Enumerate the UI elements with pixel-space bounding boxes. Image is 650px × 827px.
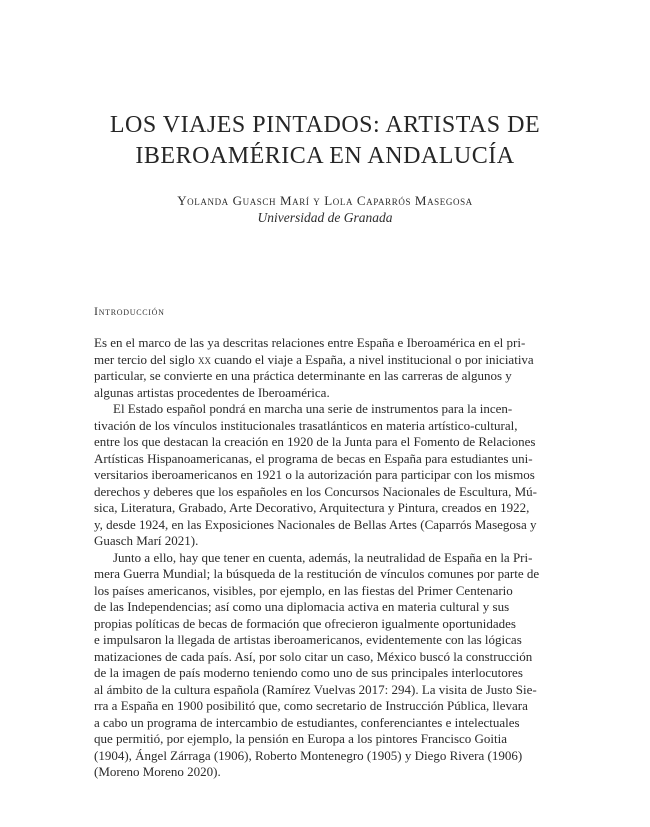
body-line: de la imagen de país moderno teniendo como uno de sus principales interlocutores: [94, 665, 523, 680]
body-line: Guasch Marí 2021).: [94, 533, 199, 548]
body-line-text: mer tercio del siglo xx cuando el viaje a España, a nivel institucional o por iniciativa: [94, 351, 534, 367]
body-line: Es en el marco de las ya descritas relaciones entre España e Iberoamérica en el pri-: [94, 335, 526, 350]
author-affiliation: Universidad de Granada: [257, 210, 393, 225]
section-heading: Introducción: [94, 304, 165, 318]
body-line: Junto a ello, hay que tener en cuenta, además, la neutralidad de España en la Pri-: [113, 549, 533, 565]
author-names: Yolanda Guasch Marí y Lola Caparrós Masegosa: [177, 193, 473, 208]
body-line: al ámbito de la cultura española (Ramírez Vuelvas 2017: 294). La visita de Justo Sie-: [94, 681, 537, 697]
body-line: a cabo un programa de intercambio de estudiantes, conferenciantes e intelectuales: [94, 714, 520, 730]
chapter-title-line-2: IBEROAMÉRICA EN ANDALUCÍA: [135, 143, 515, 169]
body-line: (Moreno Moreno 2020).: [94, 764, 221, 779]
body-line: versitarios iberoamericanos en 1921 o la autorización para participar con los mismos: [94, 467, 535, 482]
body-line: matizaciones de cada país. Así, por solo citar un caso, México buscó la construcción: [94, 648, 533, 664]
chapter-title: [60, 110, 590, 172]
body-line: sica, Literatura, Grabado, Arte Decorativo, Arquitectura y Pintura, creados en 1922,: [94, 500, 530, 515]
body-line: tivación de los vínculos institucionales trasatlánticos en materia artístico-cultural,: [94, 417, 518, 433]
body-line: derechos y deberes que los españoles en los Concursos Nacionales de Escultura, Mú-: [94, 483, 537, 499]
body-line: de las Independencias; así como una diplomacia activa en materia cultural y sus: [94, 599, 510, 614]
body-line: y, desde 1924, en las Exposiciones Nacionales de Bellas Artes (Caparrós Masegosa y: [94, 516, 537, 532]
body-line: los países americanos, visibles, por ejemplo, en las fiestas del Primer Centenario: [94, 582, 513, 598]
century-numeral: xx: [197, 351, 211, 367]
body-line: particular, se convierte en una práctica determinante en las carreras de algunos y: [94, 368, 512, 383]
chapter-title-line-1: LOS VIAJES PINTADOS: ARTISTAS DE: [109, 112, 541, 138]
body-line: Artísticas Hispanoamericanas, el programa de becas en España para estudiantes uni-: [94, 450, 533, 466]
body-line: rra a España en 1900 posibilitó que, como secretario de Instrucción Pública, llevara: [94, 698, 528, 713]
body-line: El Estado español pondrá en marcha una serie de instrumentos para la incen-: [113, 401, 513, 416]
body-line: propias políticas de becas de formación que ofrecieron igualmente oportunidades: [94, 615, 516, 631]
body-line: que permitió, por ejemplo, la pensión en Europa a los pintores Francisco Goitia: [94, 731, 508, 746]
body-line: e impulsaron la llegada de artistas iberoamericanos, evidentemente con las lógicas: [94, 632, 522, 647]
body-line: mera Guerra Mundial; la búsqueda de la restitución de vínculos comunes por parte de: [94, 566, 540, 581]
body-line: (1904), Ángel Zárraga (1906), Roberto Montenegro (1905) y Diego Rivera (1906): [94, 747, 523, 763]
body-line: [94, 351, 534, 369]
body-line: entre los que destacan la creación en 1920 de la Junta para el Fomento de Relaciones: [94, 434, 536, 449]
body-line: algunas artistas procedentes de Iberoamérica.: [94, 384, 330, 400]
